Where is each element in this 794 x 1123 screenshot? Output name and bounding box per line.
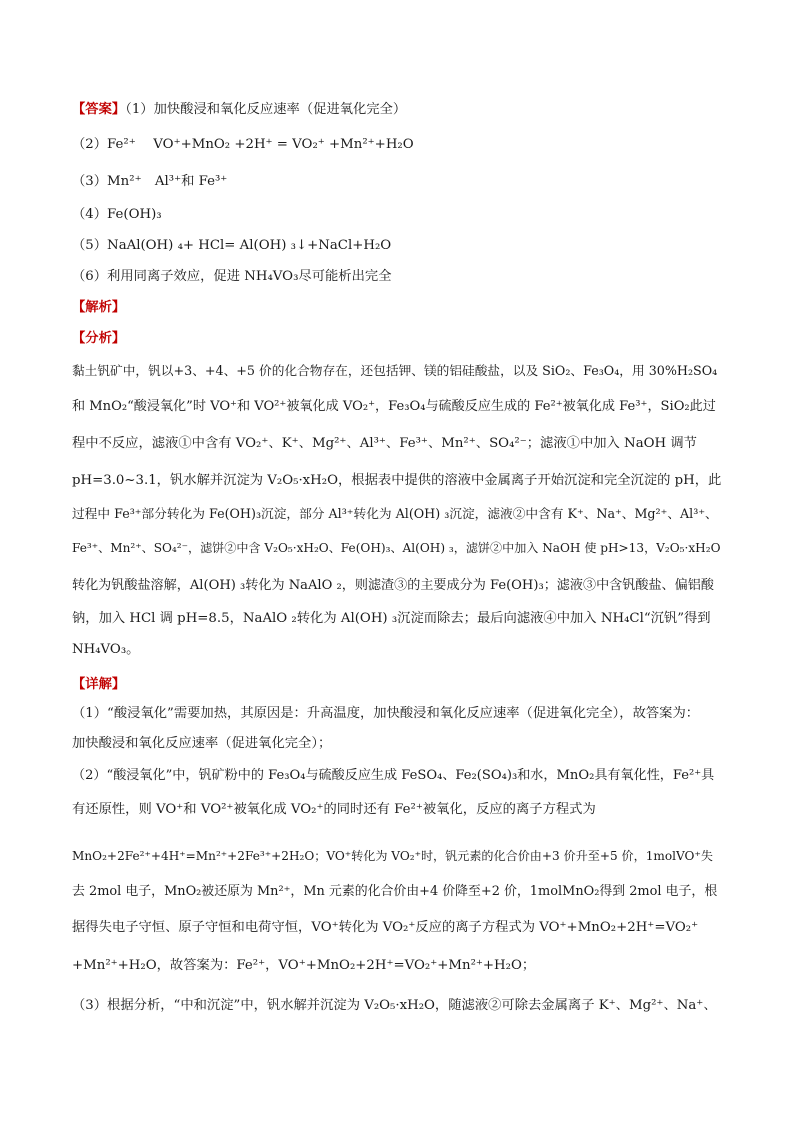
answer-item-1: （1）加快酸浸和氧化反应速率（促进氧化完全） xyxy=(125,102,407,117)
fenxi-line: 程中不反应，滤液①中含有 VO₂⁺、K⁺、Mg²⁺、Al³⁺、Fe³⁺、Mn²⁺、SO₄²⁻；滤液①中加入 NaOH 调节 xyxy=(72,436,697,451)
fenxi-line: 转化为钒酸盐溶解，Al(OH) ₃转化为 NaAlO ₂，则滤渣③的主要成分为 Fe(OH)₃；滤液③中含钒酸盐、偏铝酸 xyxy=(72,578,714,593)
xiangjie-line: 去 2mol 电子，MnO₂被还原为 Mn²⁺，Mn 元素的化合价由+4 价降至+2 价，1molMnO₂得到 2mol 电子，根 xyxy=(72,884,718,899)
fenxi-line: 过程中 Fe³⁺部分转化为 Fe(OH)₃沉淀，部分 Al³⁺转化为 Al(OH) ₃沉淀，滤液②中含有 K⁺、Na⁺、Mg²⁺、Al³⁺、 xyxy=(72,506,718,521)
answer-tag: 【答案】 xyxy=(72,102,126,117)
xiangjie-line: 据得失电子守恒、原子守恒和电荷守恒，VO⁺转化为 VO₂⁺反应的离子方程式为 VO⁺+MnO₂+2H⁺=VO₂⁺ xyxy=(72,920,699,935)
fenxi-line: 钠，加入 HCl 调 pH=8.5，NaAlO ₂转化为 Al(OH) ₃沉淀而除去；最后向滤液④中加入 NH₄Cl“沉钒”得到 xyxy=(72,611,711,626)
xiangjie-line: （3）根据分析，“中和沉淀”中，钒水解并沉淀为 V₂O₅·xH₂O，随滤液②可除去金属离子 K⁺、Mg²⁺、Na⁺、 xyxy=(72,998,717,1013)
fenxi-line: 和 MnO₂“酸浸氧化”时 VO⁺和 VO²⁺被氧化成 VO₂⁺，Fe₃O₄与硫酸反应生成的 Fe²⁺被氧化成 Fe³⁺，SiO₂此过 xyxy=(72,399,716,414)
jiexi-heading: 【解析】 xyxy=(72,300,126,315)
xiangjie-line: （2）“酸浸氧化”中，钒矿粉中的 Fe₃O₄与硫酸反应生成 FeSO₄、Fe₂(SO₄)₃和水，MnO₂具有氧化性，Fe²⁺具 xyxy=(72,768,715,783)
answer-item-5: （5）NaAl(OH) ₄+ HCl= Al(OH) ₃↓+NaCl+H₂O xyxy=(72,238,392,253)
answer-item-4: （4）Fe(OH)₃ xyxy=(72,207,162,222)
answer-item-3: （3）Mn²⁺ Al³⁺和 Fe³⁺ xyxy=(72,174,228,189)
xiangjie-heading: 【详解】 xyxy=(72,677,126,692)
xiangjie-line: 有还原性，则 VO⁺和 VO²⁺被氧化成 VO₂⁺的同时还有 Fe²⁺被氧化，反应的离子方程式为 xyxy=(72,802,596,817)
xiangjie-line: +Mn²⁺+H₂O，故答案为：Fe²⁺，VO⁺+MnO₂+2H⁺=VO₂⁺+Mn²⁺+H₂O； xyxy=(72,958,536,973)
answer-item-6: （6）利用同离子效应，促进 NH₄VO₃尽可能析出完全 xyxy=(72,269,392,284)
fenxi-line: pH=3.0~3.1，钒水解并沉淀为 V₂O₅·xH₂O，根据表中提供的溶液中金属离子开始沉淀和完全沉淀的 pH，此 xyxy=(72,473,722,488)
answer-line-1 xyxy=(72,100,406,120)
xiangjie-line: （1）“酸浸氧化”需要加热，其原因是：升高温度，加快酸浸和氧化反应速率（促进氧化完全），故答案为： xyxy=(72,706,700,721)
answer-item-2: （2）Fe²⁺ VO⁺+MnO₂ +2H⁺ = VO₂⁺ +Mn²⁺+H₂O xyxy=(72,137,414,152)
xiangjie-line: MnO₂+2Fe²⁺+4H⁺=Mn²⁺+2Fe³⁺+2H₂O；VO⁺转化为 VO₂⁺时，钒元素的化合价由+3 价升至+5 价，1molVO⁺失 xyxy=(72,849,713,863)
xiangjie-line: 加快酸浸和氧化反应速率（促进氧化完全）； xyxy=(72,736,332,751)
fenxi-heading: 【分析】 xyxy=(72,331,126,346)
fenxi-line: 黏土钒矿中，钒以+3、+4、+5 价的化合物存在，还包括钾、镁的铝硅酸盐，以及 SiO₂、Fe₃O₄，用 30%H₂SO₄ xyxy=(72,363,718,378)
fenxi-line: Fe³⁺、Mn²⁺、SO₄²⁻，滤饼②中含 V₂O₅·xH₂O、Fe(OH)₃、Al(OH) ₃，滤饼②中加入 NaOH 使 pH>13，V₂O₅·xH₂O xyxy=(72,541,721,555)
fenxi-line: NH₄VO₃。 xyxy=(72,642,140,657)
